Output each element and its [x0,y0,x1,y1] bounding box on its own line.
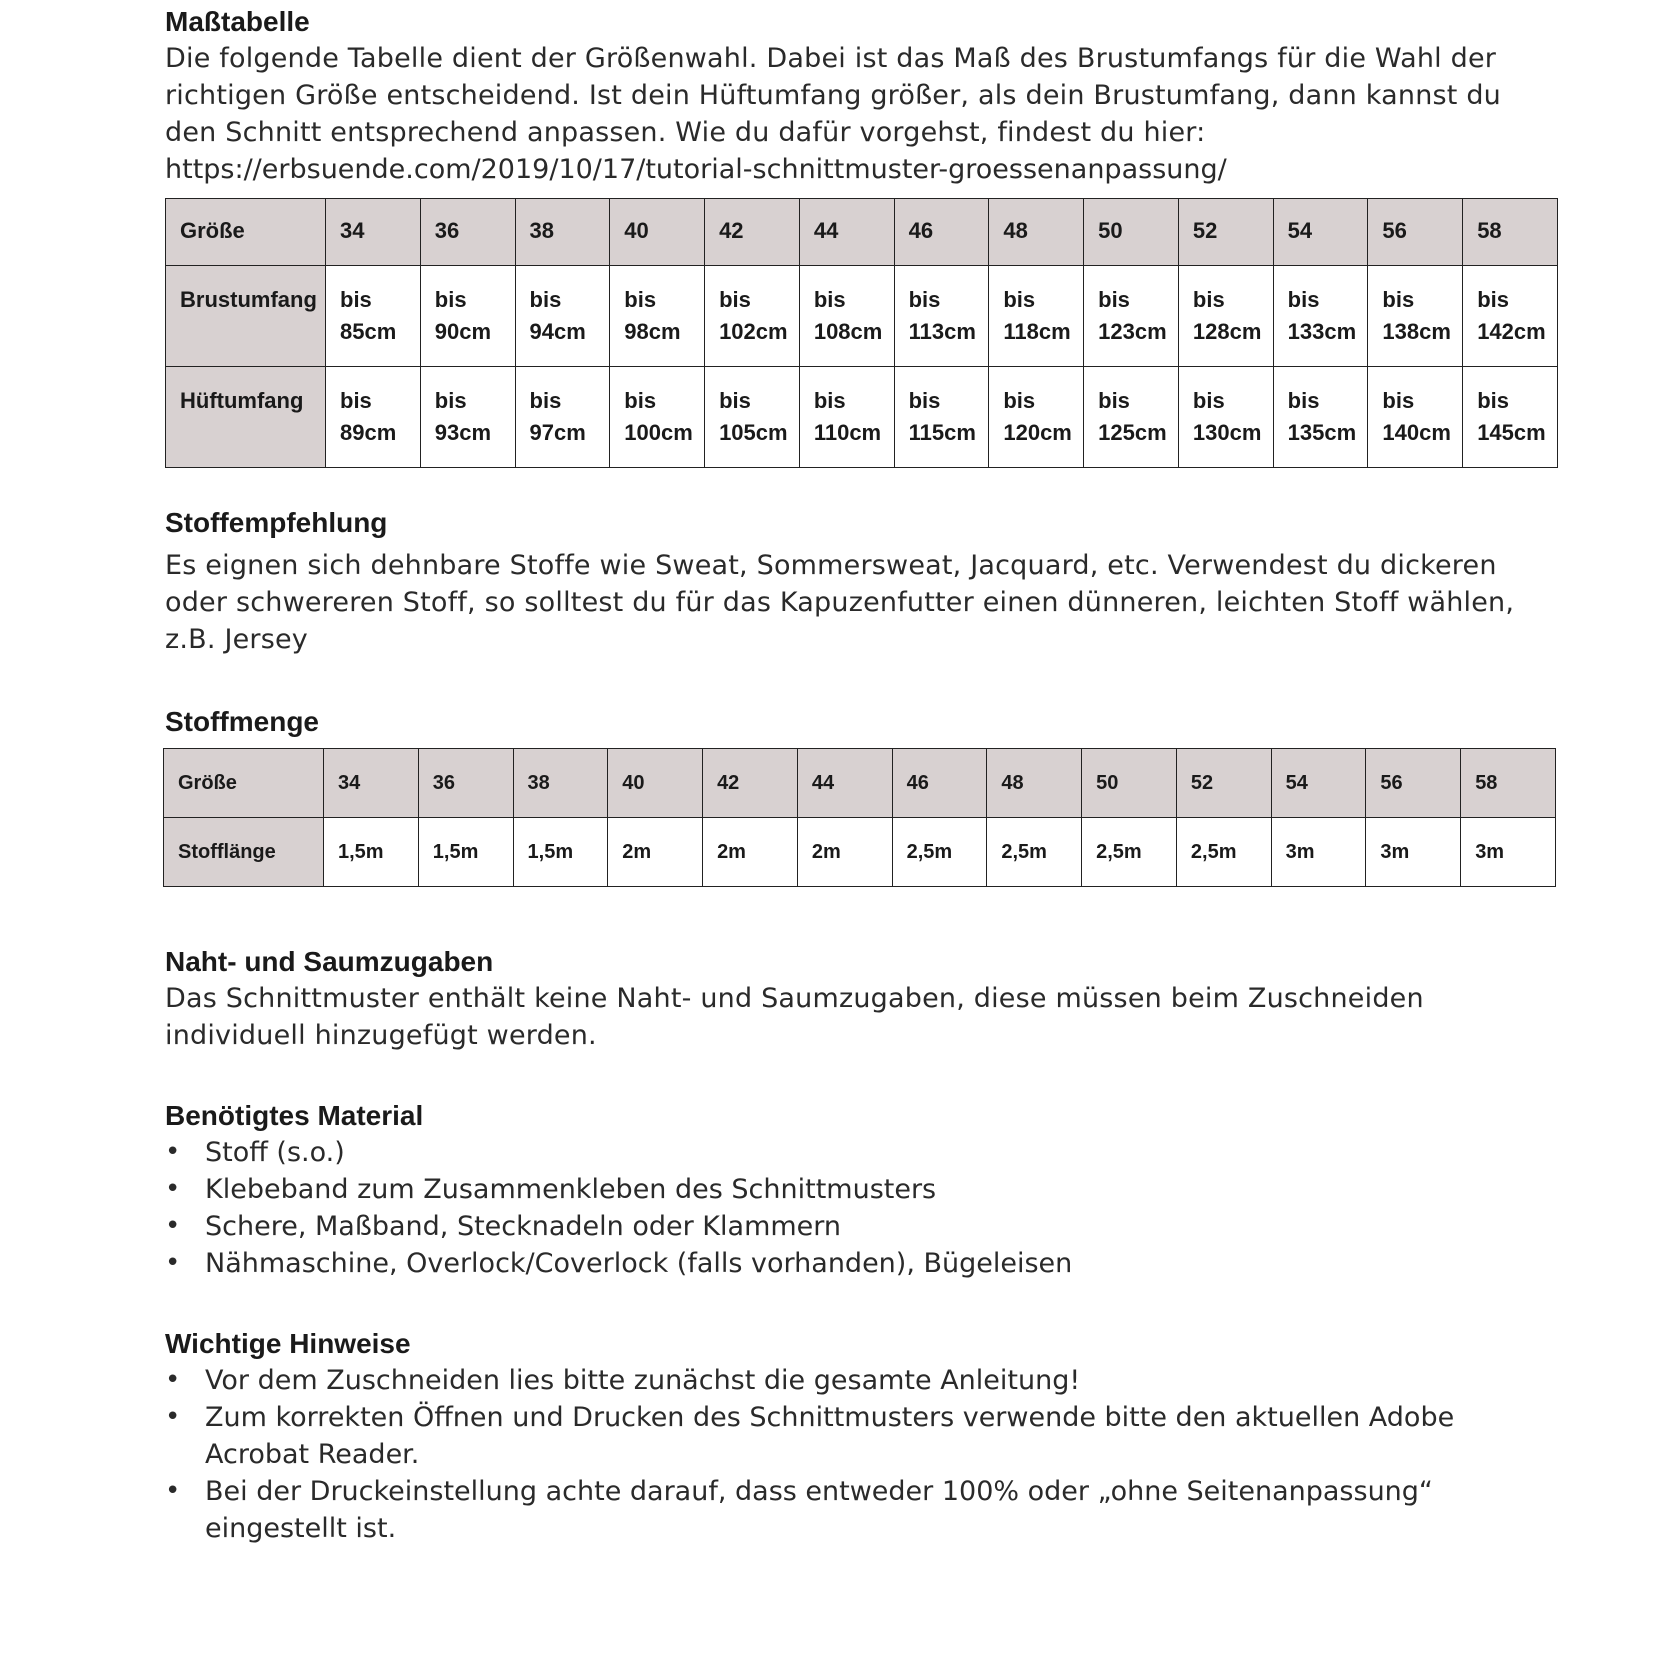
size-table-cell: bis 85cm [326,266,421,367]
size-table-cell: bis 140cm [1368,367,1463,468]
size-table-size: 48 [989,199,1084,266]
stoffempfehlung-heading: Stoffempfehlung [165,507,388,538]
stoffmenge-section [165,704,319,740]
size-table-cell: bis 98cm [610,266,705,367]
material-list-item: • Nähmaschine, Overlock/Coverlock (falls vorhanden), Bügeleisen [165,1245,1565,1282]
size-table-cell: bis 145cm [1463,367,1558,468]
material-list [165,1134,1565,1282]
material-section [165,1098,1565,1282]
fabric-table-wrapper [163,748,1556,887]
size-table-size: 52 [1178,199,1273,266]
zugaben-section [165,944,1565,1054]
material-list-item: • Klebeband zum Zusammenkleben des Schnittmusters [165,1171,1565,1208]
size-table-cell: bis 133cm [1273,266,1368,367]
size-table-cell: bis 135cm [1273,367,1368,468]
size-table-wrapper [165,198,1558,468]
size-table-size: 34 [326,199,421,266]
fabric-table-cell: 1,5m [418,818,513,887]
fabric-table-cell: 1,5m [513,818,608,887]
zugaben-heading: Naht- und Saumzugaben [165,946,494,977]
fabric-table-size: 34 [324,749,419,818]
fabric-table-size: 48 [987,749,1082,818]
fabric-table-cell: 2m [608,818,703,887]
size-table-header-row [166,199,1558,266]
fabric-table-cell: 2,5m [892,818,987,887]
fabric-table-cell: 2m [703,818,798,887]
fabric-table-size: 58 [1461,749,1556,818]
fabric-table-cell: 2,5m [987,818,1082,887]
size-table-size: 36 [420,199,515,266]
size-table-cell: bis 110cm [799,367,894,468]
tutorial-link[interactable]: https://erbsuende.com/2019/10/17/tutorial-schnittmuster-groessenanpassung/ [165,154,1227,185]
fabric-table-size: 56 [1366,749,1461,818]
masstabelle-section [165,4,1555,188]
size-table-cell: bis 123cm [1084,266,1179,367]
fabric-table-size: 46 [892,749,987,818]
size-table-cell: bis 108cm [799,266,894,367]
size-table-cell: bis 125cm [1084,367,1179,468]
size-table-cell: bis 102cm [705,266,800,367]
size-table-size: 56 [1368,199,1463,266]
size-table-cell: bis 94cm [515,266,610,367]
material-list-item: • Schere, Maßband, Stecknadeln oder Klammern [165,1208,1565,1245]
size-table-size: 46 [894,199,989,266]
size-table-header-label: Größe [166,199,326,266]
size-table-cell: bis 115cm [894,367,989,468]
masstabelle-heading: Maßtabelle [165,6,310,37]
size-table-row [166,367,1558,468]
fabric-table-size: 54 [1271,749,1366,818]
size-table-size: 38 [515,199,610,266]
fabric-table-cell: 1,5m [324,818,419,887]
fabric-table-size: 36 [418,749,513,818]
size-table-cell: bis 128cm [1178,266,1273,367]
size-table-size: 42 [705,199,800,266]
size-table-cell: bis 142cm [1463,266,1558,367]
fabric-table-cell: 2m [797,818,892,887]
hinweise-heading: Wichtige Hinweise [165,1328,411,1359]
fabric-table-cell: 3m [1366,818,1461,887]
fabric-table-size: 52 [1176,749,1271,818]
stoffempfehlung-text: Es eignen sich dehnbare Stoffe wie Sweat, Sommersweat, Jacquard, etc. Verwendest du dickeren oder schwereren Stoff, so solltest du für das Kapuzenfutter einen dünneren, leichten Stoff wählen, z.B. Jersey [165,550,1515,655]
fabric-table-cell: 3m [1461,818,1556,887]
size-table-cell: bis 113cm [894,266,989,367]
size-table-row-label: Hüftumfang [166,367,326,468]
fabric-table-cell: 2,5m [1082,818,1177,887]
fabric-table-row [164,818,1556,887]
stoffempfehlung-section [165,505,1565,658]
fabric-table [163,748,1556,887]
size-table-size: 58 [1463,199,1558,266]
size-table-cell: bis 118cm [989,266,1084,367]
fabric-table-row-label: Stofflänge [164,818,324,887]
fabric-table-cell: 3m [1271,818,1366,887]
size-table-cell: bis 138cm [1368,266,1463,367]
size-table-cell: bis 97cm [515,367,610,468]
fabric-table-size: 38 [513,749,608,818]
size-table-row [166,266,1558,367]
zugaben-text: Das Schnittmuster enthält keine Naht- und Saumzugaben, diese müssen beim Zuschneiden individuell hinzugefügt werden. [165,983,1424,1051]
size-table-cell: bis 89cm [326,367,421,468]
fabric-table-cell: 2,5m [1176,818,1271,887]
masstabelle-text: Die folgende Tabelle dient der Größenwahl. Dabei ist das Maß des Brustumfangs für die Wahl der richtigen Größe entscheidend. Ist dein Hüftumfang größer, als dein Brustumfang, dann kannst du den Schnitt entsprechend anpassen. Wie du dafür vorgehst, findest du hier: [165,43,1501,148]
size-table-size: 40 [610,199,705,266]
size-table-cell: bis 90cm [420,266,515,367]
hinweise-list-item: • Bei der Druckeinstellung achte darauf, dass entweder 100% oder „ohne Seitenanpassung“ eingestellt ist. [165,1473,1485,1547]
hinweise-list-item: • Zum korrekten Öffnen und Drucken des Schnittmusters verwende bitte den aktuellen Adobe Acrobat Reader. [165,1399,1485,1473]
size-table-cell: bis 120cm [989,367,1084,468]
size-table-cell: bis 130cm [1178,367,1273,468]
fabric-table-size: 44 [797,749,892,818]
hinweise-list [165,1362,1485,1547]
size-table-row-label: Brustumfang [166,266,326,367]
hinweise-section [165,1326,1485,1547]
size-table-size: 50 [1084,199,1179,266]
fabric-table-size: 50 [1082,749,1177,818]
material-list-item: • Stoff (s.o.) [165,1134,1565,1171]
fabric-table-size: 40 [608,749,703,818]
hinweise-list-item: • Vor dem Zuschneiden lies bitte zunächst die gesamte Anleitung! [165,1362,1485,1399]
fabric-table-header-row [164,749,1556,818]
fabric-table-header-label: Größe [164,749,324,818]
size-table-cell: bis 93cm [420,367,515,468]
fabric-table-size: 42 [703,749,798,818]
size-table-size: 44 [799,199,894,266]
size-table-size: 54 [1273,199,1368,266]
size-table-cell: bis 105cm [705,367,800,468]
material-heading: Benötigtes Material [165,1100,424,1131]
size-table-cell: bis 100cm [610,367,705,468]
size-table [165,198,1558,468]
stoffmenge-heading: Stoffmenge [165,706,319,737]
